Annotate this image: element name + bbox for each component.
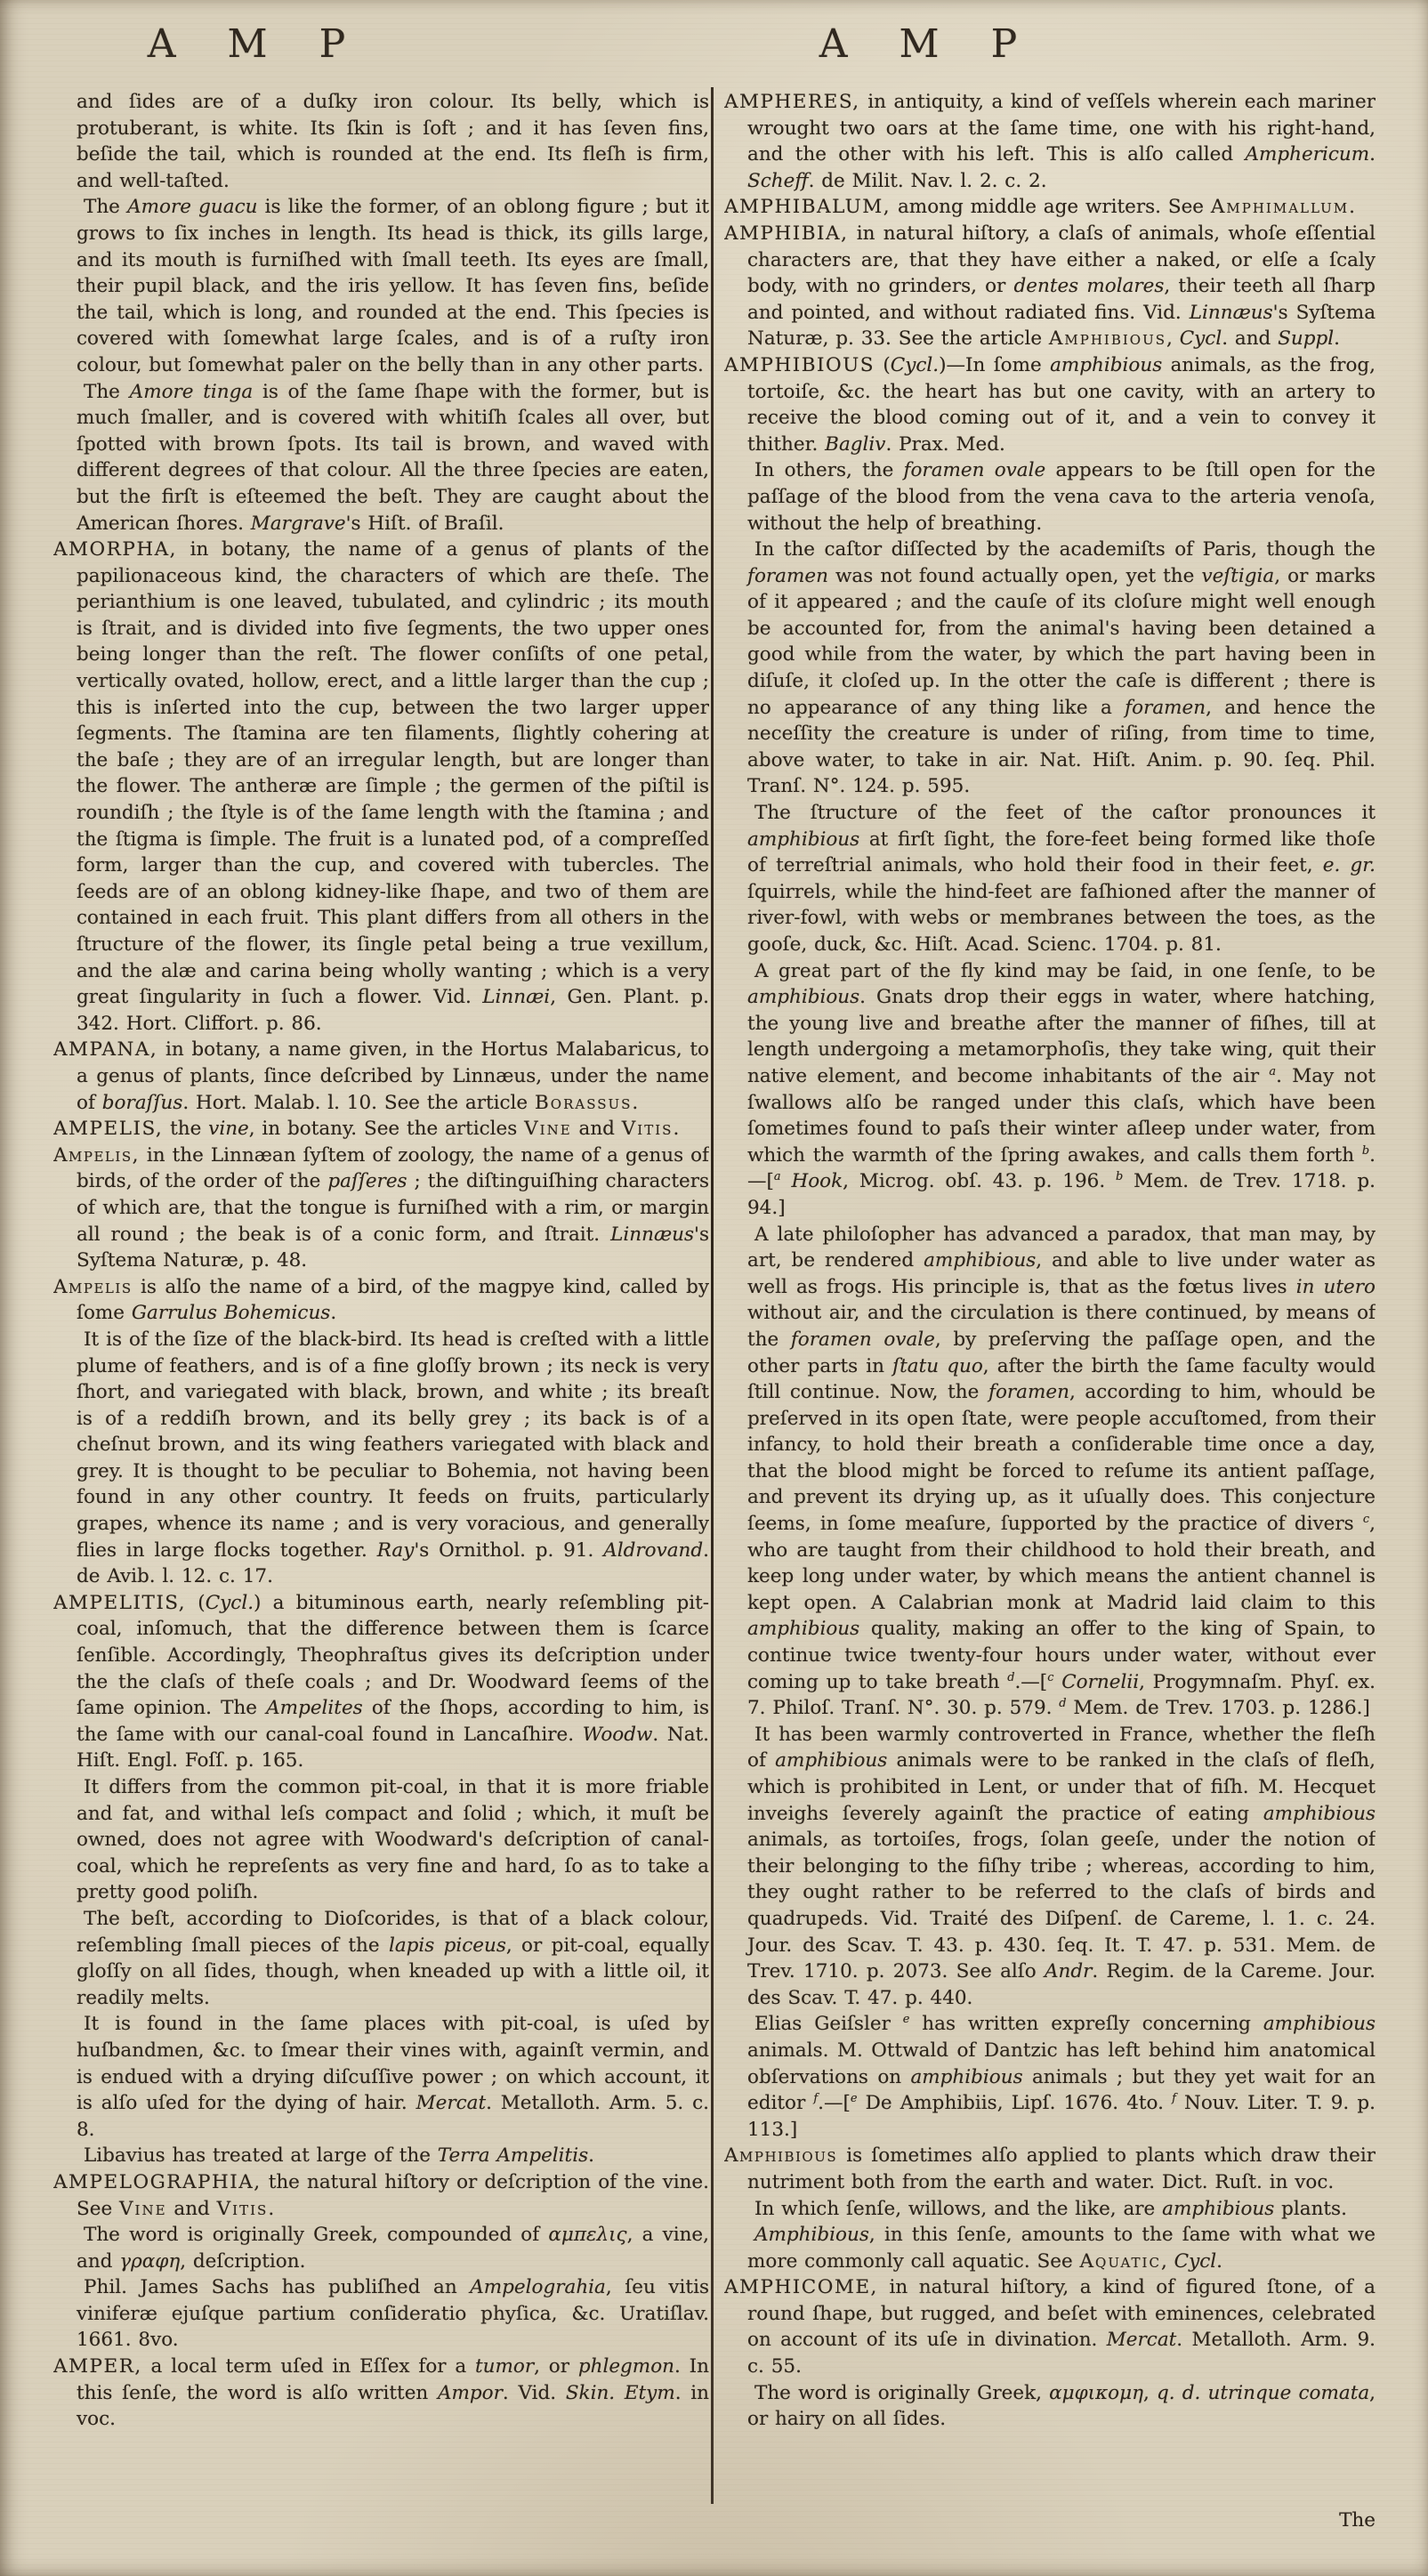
entry-paragraph: Phil. James Sachs has publiſhed an Ampelograhia, ſeu vitis viniferæ ejuſque partium conſideratio phyſica, &c. Uratiſlav. 1661. 8vo. — [77, 2276, 709, 2352]
entry-paragraph: In which ſenſe, willows, and the like, are amphibious plants. — [754, 2197, 1347, 2220]
entry-headword: AMPANA, — [53, 1038, 158, 1062]
entry-paragraph: AMPELIS, the vine, in botany. See the articles Vine and Vitis. — [53, 1118, 680, 1141]
column-divider-rule — [711, 87, 714, 2504]
entry-paragraph: AMPHERES, in antiquity, a kind of veſſels wherein each mariner wrought two oars at the ſame time, one with his right-hand, and the other with his left. This is alſo called Amphericum. Scheff. de Milit. Nav. l. 2. c. 2. — [724, 91, 1376, 192]
italic-text: Linnæus — [1189, 301, 1273, 324]
italic-text: amphibious — [1263, 2013, 1376, 2036]
italic-text: vine — [208, 1118, 249, 1141]
entry-paragraph: The ſtructure of the feet of the caſtor pronounces it amphibious at firſt ſight, the fore-feet being formed like thoſe of terreſtrial animals, who hold their food in their feet, e. gr. ſquirrels, while the hind-feet are faſhioned after the manner of river-fowl, with webs or membranes between the toes, as the gooſe, duck, &c. Hiſt. Acad. Scienc. 1704. p. 81. — [747, 802, 1376, 956]
italic-text: Hook — [791, 1170, 843, 1193]
italic-text: αμπελις — [548, 2224, 627, 2247]
footnote-marker: b — [1361, 1143, 1370, 1158]
entry-paragraph: AMPHIBIOUS (Cycl.)—In ſome amphibious animals, as the frog, tortoiſe, &c. the heart has but one cavity, with an artery to receive the blood coming out of it, and a vein to convey it thither. Bagliv. Prax. Med. — [724, 353, 1376, 456]
entry-paragraph: It is of the ſize of the black-bird. Its head is creſted with a little plume of feathers, and is of a fine gloſſy brown ; its neck is very ſhort, and variegated with black, brown, and white ; its breaſt is of a reddiſh brown, and its belly grey ; its back is of a cheſnut brown, and its wing feathers variegated with black and grey. It is thought to be peculiar to Bohemia, not having been found in any other country. It feeds on fruits, particularly grapes, whence its name ; and is very voracious, and generally flies in large flocks together. Ray's Ornithol. p. 91. Aldrovand. de Avib. l. 12. c. 17. — [77, 1328, 709, 1588]
entry-paragraph: The beſt, according to Dioſcorides, is that of a black colour, reſembling ſmall pieces of the lapis piceus, or pit-coal, equally gloſſy on all ſides, though, when kneaded up with a little oil, it readily melts. — [77, 1907, 709, 2009]
entry-paragraph: Ampelis is alſo the name of a bird, of the magpye kind, called by ſome Garrulus Bohemicus. — [53, 1275, 709, 1325]
italic-text: foramen — [988, 1381, 1069, 1404]
italic-text: amphibious — [747, 828, 860, 851]
entry-paragraph: AMORPHA, in botany, the name of a genus of plants of the papilionaceous kind, the characters of which are theſe. The perianthium is one leaved, tubulated, and cylindric ; its mouth is ſtrait, and is divided into five ſegments, the two upper ones being longer than the reſt. The flower conſiſts of one petal, vertically ovated, hollow, erect, and a little larger than the cup ; this is inſerted into the cup, between the two larger upper ſegments. The ſtamina are ten filaments, ſlightly cohering at the baſe ; they are of an irregular length, but are longer than the flower. The antheræ are ſimple ; the germen of the piſtil is roundiſh ; the ſtyle is of the ſame length with the ſtamina ; and the ſtigma is ſimple. The fruit is a lunated pod, of a compreſſed form, larger than the cup, and covered with tubercles. The ſeeds are of an oblong kidney-like ſhape, and two of them are contained in each fruit. This plant differs from all others in the ſtructure of the flower, its ſingle petal being a true vexillum, and the alæ and carina being wholly wanting ; which is a very great ſingularity in ſuch a flower. Vid. Linnæi, Gen. Plant. p. 342. Hort. Cliffort. p. 86. — [53, 538, 709, 1035]
entry-headword: AMPHIBIOUS — [724, 353, 875, 376]
entry-headword: AMPHICOME, — [724, 2276, 878, 2299]
italic-text: Cycl — [1174, 2249, 1217, 2273]
footnote-marker: a — [773, 1170, 781, 1184]
italic-text: Cycl — [1179, 327, 1222, 351]
cross-reference: Vitis — [216, 2197, 269, 2220]
entry-headword: Amphibious — [724, 2144, 838, 2168]
italic-text: foramen — [1125, 696, 1206, 719]
entry-headword: AMPELITIS, — [53, 1591, 187, 1614]
italic-text: Ampelites — [266, 1697, 363, 1720]
footnote-marker: f — [813, 2091, 819, 2105]
italic-text: Ray — [376, 1538, 415, 1562]
footnote-marker: d — [1007, 1670, 1015, 1684]
entry-headword: Ampelis — [53, 1275, 133, 1298]
italic-text: amphibious — [910, 2065, 1023, 2088]
italic-text: in utero — [1295, 1275, 1376, 1298]
running-head-right: A M P — [819, 21, 1037, 67]
entry-paragraph: and ſides are of a duſky iron colour. Its belly, which is protuberant, is white. Its ſkin is ſoft ; and it has ſeven fins, beſide the tail, which is rounded at the end. Its fleſh is firm, and well-taſted. — [77, 91, 709, 192]
italic-text: αμφικομη — [1049, 2381, 1143, 2404]
italic-text: Ampelograhia — [470, 2276, 606, 2299]
italic-text: Linnæi — [482, 986, 551, 1009]
italic-text: Terra Ampelitis — [437, 2144, 589, 2168]
cross-reference: Vine — [524, 1118, 572, 1141]
italic-text: Amore tinga — [129, 380, 254, 403]
italic-text: paſſeres — [327, 1170, 407, 1193]
italic-text: phlegmon — [577, 2355, 674, 2378]
entry-paragraph: AMPHIBIA, in natural hiſtory, a claſs of animals, whoſe eſſential characters are, that they have either a naked, or elſe a ſcaly body, with no grinders, or dentes molares, their teeth all ſharp and pointed, and without radiated fins. Vid. Linnæus's Syſtema Naturæ, p. 33. See the article Amphibious, Cycl. and Suppl. — [724, 222, 1376, 351]
footnote-marker: f — [1172, 2091, 1176, 2105]
entry-paragraph: The Amore tinga is of the ſame ſhape with the former, but is much ſmaller, and is covered with whitiſh ſcales all over, but ſpotted with brown ſpots. Its tail is brown, and waved with different degrees of that colour. All the three ſpecies are eaten, but the firſt is eſteemed the beſt. They are caught about the American ſhores. Margrave's Hiſt. of Braſil. — [77, 380, 709, 535]
italic-text: amphibious — [924, 1249, 1037, 1272]
entry-headword: AMORPHA, — [53, 538, 177, 561]
entry-paragraph: Libavius has treated at large of the Terra Ampelitis. — [84, 2144, 594, 2168]
italic-text: amphibious — [1263, 1802, 1376, 1825]
entry-paragraph: AMPELITIS, (Cycl.) a bituminous earth, nearly reſembling pit-coal, inſomuch, that the difference between them is ſcarce ſenſible. Accordingly, Theophraſtus gives its deſcription under the the claſs of theſe coals ; and Dr. Woodward ſeems of the ſame opinion. The Ampelites of the ſhops, according to him, is the ſame with our canal-coal found in Lancaſhire. Woodw. Nat. Hiſt. Engl. Foſſ. p. 165. — [53, 1591, 709, 1773]
italic-text: amphibious — [747, 986, 860, 1009]
footnote-marker: e — [850, 2091, 858, 2105]
entry-paragraph: A late philoſopher has advanced a paradox, that man may, by art, be rendered amphibious, and able to live under water as well as frogs. His principle is, that as the fœtus lives in utero without air, and the circulation is there continued, by means of the foramen ovale, by preſerving the paſſage open, and the other parts in ſtatu quo, after the birth the ſame faculty would ſtill continue. Now, the foramen, according to him, whould be preſerved in its open ſtate, were people accuſtomed, from their infancy, to hold their breath a conſiderable time once a day, that the blood might be forced to reſume its antient paſſage, and prevent its drying up, as it uſually does. This conjecture ſeems, in ſome meaſure, ſupported by the practice of divers $^c$, who are taught from their childhood to hold their breath, and keep long under water, by which means the antient channel is kept open. A Calabrian monk at Madrid laid claim to this amphibious quality, making an offer to the king of Spain, to continue twice twenty-four hours under water, without ever coming up to take breath $^d$.—[$^c$ Cornelii, Progymnaſm. Phyſ. ex. 7. Philoſ. Tranſ. N°. 30. p. 579. $^d$ Mem. de Trev. 1703. p. 1286.] — [747, 1223, 1376, 1720]
italic-text: Scheff — [747, 169, 809, 192]
entry-paragraph: A great part of the fly kind may be ſaid, in one ſenſe, to be amphibious. Gnats drop their eggs in water, where hatching, the young live and breathe after the manner of fiſhes, till at length undergoing a metamorphoſis, they take wing, quit their native element, and become inhabitants of the air $^a$. May not ſwallows alſo be ranged under this claſs, which have been ſometimes found to paſs their winter aſleep under water, from which the warmth of the ſpring awakes, and calls them forth $^b$.—[$^a$ Hook, Microg. obſ. 43. p. 196. $^b$ Mem. de Trev. 1718. p. 94.] — [747, 959, 1376, 1219]
italic-text: veſtigia — [1201, 564, 1275, 587]
italic-text: amphibious — [775, 1749, 888, 1773]
entry-paragraph: Elias Geiſsler $^e$ has written expreſly concerning amphibious animals. M. Ottwald of Dantzic has left behind him anatomical obſervations on amphibious animals ; but they yet wait for an editor $^f$.—[$^e$ De Amphibiis, Lipſ. 1676. 4to. $^f$ Nouv. Liter. T. 9. p. 113.] — [747, 2013, 1376, 2141]
italic-text: Amore guacu — [127, 196, 258, 219]
entry-paragraph: Amphibious is ſometimes alſo applied to plants which draw their nutriment both from the earth and water. Dict. Ruſt. in voc. — [724, 2144, 1376, 2193]
italic-text: Cycl. — [205, 1591, 254, 1614]
cross-reference: Vine — [119, 2197, 167, 2220]
italic-text: ſtatu quo — [892, 1354, 983, 1377]
italic-text: Aldrovand — [603, 1538, 704, 1562]
cross-reference: Vitis — [621, 1118, 674, 1141]
cross-reference: Amphibious — [1048, 327, 1167, 351]
entry-paragraph: It differs from the common pit-coal, in that it is more friable and fat, and withal leſs compact and ſolid ; which, it muſt be owned, does not agree with Woodward's deſcription of canal-coal, which he repreſents as very fine and hard, ſo as to take a pretty good poliſh. — [77, 1776, 709, 1904]
footnote-marker: b — [1116, 1170, 1124, 1184]
italic-text: lapis piceus — [388, 1934, 506, 1957]
italic-text: Cornelii — [1061, 1670, 1140, 1693]
italic-text: q. d. utrinque comata — [1157, 2381, 1370, 2404]
cross-reference: Aquatic — [1079, 2249, 1161, 2273]
entry-headword: Ampelis, — [53, 1143, 140, 1167]
footnote-marker: c — [1047, 1670, 1054, 1684]
italic-text: amphibious — [1162, 2197, 1275, 2220]
italic-text: Cycl. — [890, 353, 940, 376]
entry-headword: AMPHERES, — [724, 91, 860, 113]
italic-text: Amphibious — [754, 2224, 869, 2247]
italic-text: Mercat — [1106, 2329, 1177, 2352]
italic-text: Suppl — [1278, 327, 1335, 351]
italic-text: dentes molares — [1013, 275, 1165, 298]
footnote-marker: a — [1269, 1064, 1277, 1078]
italic-text: foramen — [747, 564, 828, 587]
italic-text: Bagliv — [825, 432, 886, 456]
italic-text: Mercat — [415, 2092, 487, 2115]
italic-text: Woodw — [582, 1723, 653, 1746]
italic-text: boraſſus — [101, 1091, 183, 1114]
entry-headword: AMPELOGRAPHIA, — [53, 2170, 262, 2193]
italic-text: Linnæus — [610, 1223, 695, 1246]
italic-text: Ampor — [438, 2381, 503, 2404]
entry-headword: AMPHIBALUM, — [724, 196, 891, 219]
footnote-marker: d — [1059, 1697, 1067, 1711]
footnote-marker: e — [902, 2013, 910, 2027]
italic-text: Andr — [1044, 1960, 1093, 1983]
entry-paragraph: The Amore guacu is like the former, of an oblong figure ; but it grows to ſix inches in length. Its head is thick, its gills large, and its mouth is furniſhed with ſmall teeth. Its eyes are ſmall, their pupil black, and the iris yellow. It has ſeven fins, beſide the tail, which is long, and rounded at the end. This ſpecies is covered with ſomewhat large ſcales, and is of a ruſty iron colour, but ſomewhat paler on the belly than in any other parts. — [77, 196, 709, 376]
cross-reference: Borassus — [534, 1091, 633, 1114]
entry-paragraph: It is found in the ſame places with pit-coal, is uſed by huſbandmen, &c. to ſmear their vines with, againſt vermin, and is endued with a drying diſcuſſive power ; on which account, it is alſo uſed for the dying of hair. Mercat. Metalloth. Arm. 5. c. 8. — [77, 2013, 709, 2141]
entry-paragraph: AMPELOGRAPHIA, the natural hiſtory or deſcription of the vine. See Vine and Vitis. — [53, 2170, 709, 2220]
italic-text: Amphericum — [1245, 143, 1370, 166]
entry-headword: AMPER, — [53, 2355, 142, 2378]
entry-paragraph: Amphibious, in this ſenſe, amounts to the ſame with what we more commonly call aquatic. See Aquatic, Cycl. — [747, 2224, 1376, 2273]
cross-reference: Amphimallum — [1210, 196, 1350, 219]
italic-text: Skin. Etym — [565, 2381, 675, 2404]
italic-text: tumor — [475, 2355, 535, 2378]
entry-paragraph: The word is originally Greek, αμφικομη, q. d. utrinque comata, or hairy on all ſides. — [747, 2381, 1376, 2431]
entry-paragraph: AMPANA, in botany, a name given, in the Hortus Malabaricus, to a genus of plants, ſince deſcribed by Linnæus, under the name of boraſſus. Hort. Malab. l. 10. See the article Borassus. — [53, 1038, 709, 1114]
italic-text: amphibious — [747, 1618, 860, 1641]
entry-paragraph: AMPER, a local term uſed in Eſſex for a tumor, or phlegmon. In this ſenſe, the word is alſo written Ampor. Vid. Skin. Etym. in voc. — [53, 2355, 709, 2431]
italic-text: Garrulus Bohemicus — [131, 1302, 331, 1325]
catchword: The — [1339, 2509, 1376, 2532]
entry-paragraph: AMPHIBALUM, among middle age writers. See Amphimallum. — [724, 196, 1355, 219]
italic-text: Margrave — [250, 512, 346, 535]
right-column — [724, 89, 1376, 2506]
entry-paragraph: In others, the foramen ovale appears to be ſtill open for the paſſage of the blood from the vena cava to the arteria venoſa, without the help of breathing. — [747, 459, 1376, 535]
italic-text: foramen ovale — [903, 459, 1046, 482]
running-head-left: A M P — [147, 21, 366, 67]
entry-paragraph: AMPHICOME, in natural hiſtory, a kind of figured ſtone, of a round ſhape, but rugged, and beſet with eminences, celebrated on account of its uſe in divination. Mercat. Metalloth. Arm. 9. c. 55. — [724, 2276, 1376, 2378]
entry-paragraph: Ampelis, in the Linnæan ſyſtem of zoology, the name of a genus of birds, of the order of the paſſeres ; the diſtinguiſhing characters of which are, that the tongue is furniſhed with a rim, or margin all round ; the beak is of a conic form, and ſtrait. Linnæus's Syſtema Naturæ, p. 48. — [53, 1143, 709, 1272]
entry-paragraph: In the caſtor diſſected by the academiſts of Paris, though the foramen was not found actually open, yet the veſtigia, or marks of it appeared ; and the cauſe of its cloſure might well enough be accounted for, from the animal's having been detained a good while from the water, by which the part having been in diſuſe, it cloſed up. In the otter the caſe is different ; there is no appearance of any thing like a foramen, and hence the neceſſity the creature is under of riſing, from time to time, above water, to take in air. Nat. Hiſt. Anim. p. 90. ſeq. Phil. Tranſ. N°. 124. p. 595. — [747, 538, 1376, 798]
italic-text: amphibious — [1050, 353, 1163, 376]
entry-paragraph: The word is originally Greek, compounded of αμπελις, a vine, and γραφη, deſcription. — [77, 2224, 709, 2273]
italic-text: foramen ovale — [790, 1328, 935, 1351]
entry-headword: AMPHIBIA, — [724, 222, 849, 245]
italic-text: e. gr. — [1322, 854, 1376, 877]
entry-headword: AMPELIS, — [53, 1118, 164, 1141]
left-column — [53, 89, 709, 2506]
entry-paragraph: It has been warmly controverted in France, whether the fleſh of amphibious animals were to be ranked in the claſs of fleſh, which is prohibited in Lent, or under that of fiſh. M. Hecquet inveighs ſeverely againſt the practice of eating amphibious animals, as tortoiſes, frogs, ſolan geeſe, under the notion of their belonging to the fiſhy tribe ; whereas, according to him, they ought rather to be referred to the claſs of birds and quadrupeds. Vid. Traité des Diſpenſ. de Careme, l. 1. c. 24. Jour. des Scav. T. 43. p. 430. ſeq. It. T. 47. p. 531. Mem. de Trev. 1710. p. 2073. See alſo Andr. Regim. de la Careme. Jour. des Scav. T. 47. p. 440. — [747, 1723, 1376, 2009]
italic-text: γραφη — [119, 2249, 181, 2273]
footnote-marker: c — [1362, 1512, 1370, 1526]
